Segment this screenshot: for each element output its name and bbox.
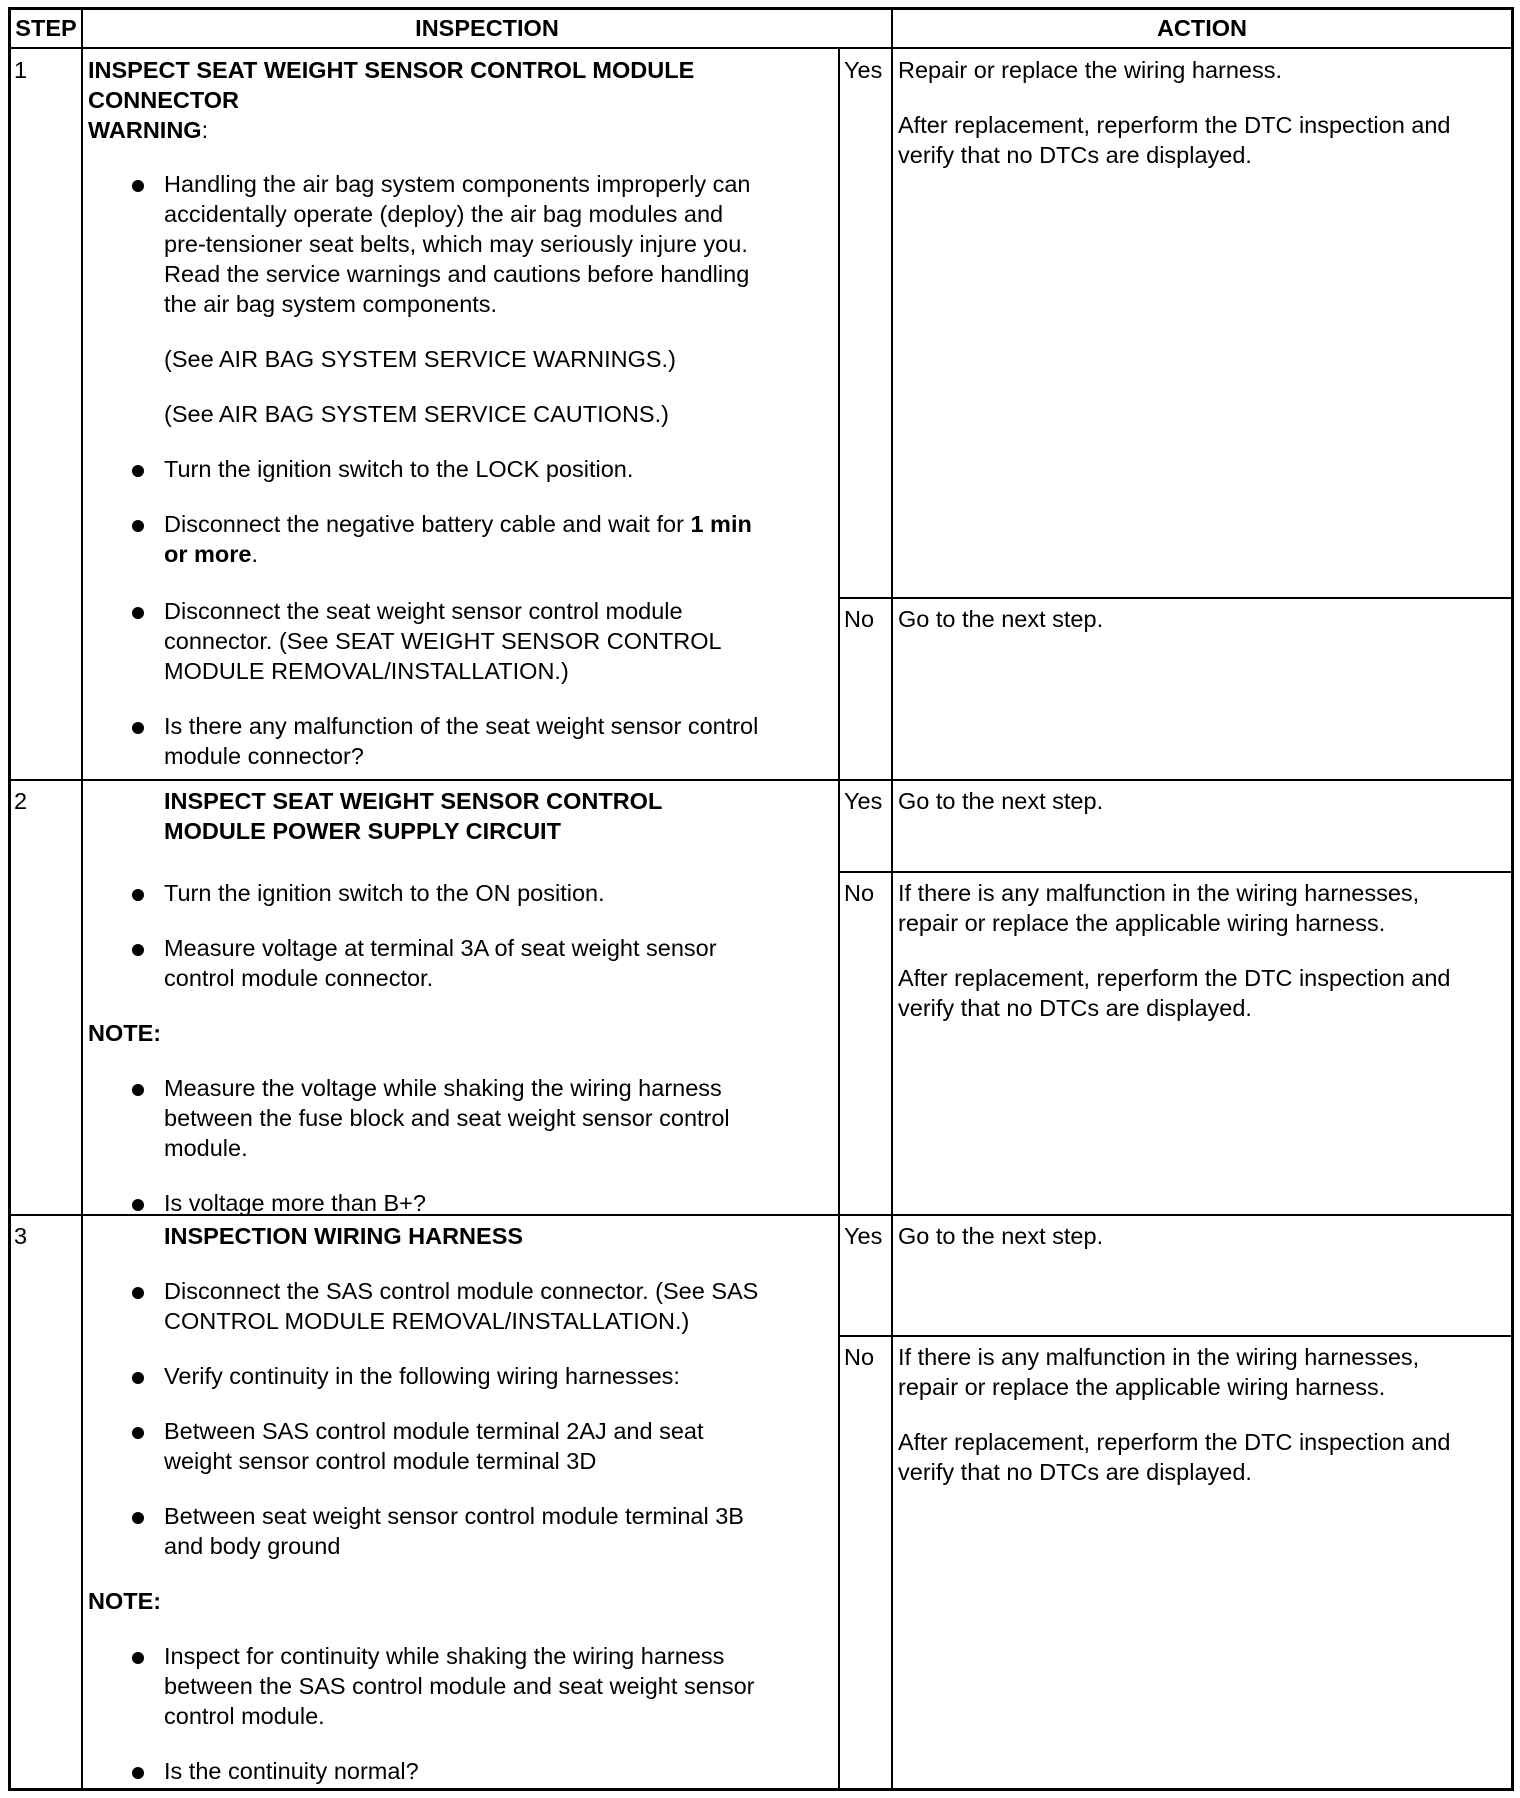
table-border-right (1511, 7, 1514, 1791)
bullet-icon (132, 1427, 144, 1439)
header-step: STEP (15, 15, 77, 41)
yes-label: Yes (844, 788, 883, 814)
bullet-text: pre-tensioner seat belts, which may seriously injure you. (164, 231, 748, 257)
action-text: repair or replace the applicable wiring harness. (898, 1374, 1386, 1400)
action-text: verify that no DTCs are displayed. (898, 995, 1252, 1021)
bullet-text: connector. (See SEAT WEIGHT SENSOR CONTROL (164, 628, 722, 654)
step-title: INSPECTION WIRING HARNESS (164, 1223, 524, 1249)
bullet-text: the air bag system components. (164, 291, 498, 317)
bullet-text: and body ground (164, 1533, 341, 1559)
col-divider-step (81, 7, 83, 1791)
bullet-text: Turn the ignition switch to the LOCK position. (164, 456, 634, 482)
bullet-text: weight sensor control module terminal 3D (164, 1448, 597, 1474)
bullet-text: Disconnect the negative battery cable and wait for 1 min (164, 511, 752, 537)
action-text: If there is any malfunction in the wiring harnesses, (898, 880, 1420, 906)
no-label: No (844, 1344, 875, 1370)
bullet-icon (132, 1372, 144, 1384)
bullet-icon (132, 465, 144, 477)
action-text: After replacement, reperform the DTC inspection and (898, 112, 1451, 138)
action-text: verify that no DTCs are displayed. (898, 1459, 1252, 1485)
action-text: After replacement, reperform the DTC inspection and (898, 1429, 1451, 1455)
no-label: No (844, 606, 875, 632)
table-border-top (8, 7, 1514, 10)
bullet-text: Handling the air bag system components improperly can (164, 171, 751, 197)
bullet-text: accidentally operate (deploy) the air bag modules and (164, 201, 724, 227)
action-text: Go to the next step. (898, 606, 1104, 632)
action-text: verify that no DTCs are displayed. (898, 142, 1252, 168)
step-number: 1 (14, 57, 28, 83)
bullet-text: module. (164, 1135, 248, 1161)
table-border-left (8, 7, 11, 1791)
action-text: repair or replace the applicable wiring harness. (898, 910, 1386, 936)
action-text: After replacement, reperform the DTC inspection and (898, 965, 1451, 991)
col-divider-yesno (838, 47, 840, 1791)
row-divider-1 (8, 779, 1514, 781)
step-number: 3 (14, 1223, 28, 1249)
bullet-text: Between SAS control module terminal 2AJ and seat (164, 1418, 704, 1444)
header-action: ACTION (1156, 15, 1248, 41)
bullet-icon (132, 1512, 144, 1524)
note-label: NOTE: (88, 1588, 162, 1614)
bullet-text: MODULE REMOVAL/INSTALLATION.) (164, 658, 569, 684)
yesno-divider-3 (838, 1335, 1514, 1337)
col-divider-action (891, 7, 893, 1791)
bullet-icon (132, 180, 144, 192)
bullet-icon (132, 1652, 144, 1664)
bullet-text: between the SAS control module and seat weight sensor (164, 1673, 755, 1699)
yesno-divider-2 (838, 871, 1514, 873)
bullet-icon (132, 722, 144, 734)
bullet-icon (132, 1767, 144, 1779)
action-text: Go to the next step. (898, 1223, 1104, 1249)
step-title: INSPECT SEAT WEIGHT SENSOR CONTROL MODULE (88, 57, 695, 83)
bullet-text: Is the continuity normal? (164, 1758, 419, 1784)
action-text: If there is any malfunction in the wiring harnesses, (898, 1344, 1420, 1370)
no-label: No (844, 880, 875, 906)
bullet-text: Is voltage more than B+? (164, 1190, 426, 1216)
see-reference: (See AIR BAG SYSTEM SERVICE CAUTIONS.) (164, 401, 669, 427)
yes-label: Yes (844, 57, 883, 83)
bullet-text: Inspect for continuity while shaking the wiring harness (164, 1643, 725, 1669)
bullet-text: Read the service warnings and cautions before handling (164, 261, 750, 287)
yesno-divider-1 (838, 597, 1514, 599)
bullet-text: between the fuse block and seat weight sensor control (164, 1105, 730, 1131)
warning-label: WARNING: (88, 117, 209, 143)
inspection-table (8, 7, 1514, 1791)
bullet-icon (132, 889, 144, 901)
bullet-icon (132, 944, 144, 956)
yes-label: Yes (844, 1223, 883, 1249)
action-text: Repair or replace the wiring harness. (898, 57, 1283, 83)
step-title: MODULE POWER SUPPLY CIRCUIT (164, 818, 561, 844)
step-title: INSPECT SEAT WEIGHT SENSOR CONTROL (164, 788, 663, 814)
note-label: NOTE: (88, 1020, 162, 1046)
header-inspection: INSPECTION (415, 15, 559, 41)
bullet-text: or more. (164, 541, 259, 567)
bullet-text: CONTROL MODULE REMOVAL/INSTALLATION.) (164, 1308, 690, 1334)
bullet-text: control module connector. (164, 965, 434, 991)
bullet-text: Is there any malfunction of the seat weight sensor control (164, 713, 759, 739)
action-text: Go to the next step. (898, 788, 1104, 814)
bullet-icon (132, 1199, 144, 1211)
bullet-text: Turn the ignition switch to the ON position. (164, 880, 605, 906)
bullet-icon (132, 520, 144, 532)
header-divider (8, 47, 1514, 49)
see-reference: (See AIR BAG SYSTEM SERVICE WARNINGS.) (164, 346, 676, 372)
table-border-bottom (8, 1788, 1514, 1791)
bullet-text: control module. (164, 1703, 325, 1729)
bullet-text: module connector? (164, 743, 364, 769)
bullet-text: Measure voltage at terminal 3A of seat weight sensor (164, 935, 717, 961)
bullet-text: Disconnect the SAS control module connector. (See SAS (164, 1278, 759, 1304)
bullet-text: Verify continuity in the following wiring harnesses: (164, 1363, 680, 1389)
bullet-text: Disconnect the seat weight sensor control module (164, 598, 683, 624)
bullet-text: Measure the voltage while shaking the wiring harness (164, 1075, 722, 1101)
step-number: 2 (14, 788, 28, 814)
bullet-icon (132, 607, 144, 619)
step-title: CONNECTOR (88, 87, 240, 113)
bullet-icon (132, 1287, 144, 1299)
bullet-icon (132, 1084, 144, 1096)
bullet-text: Between seat weight sensor control module terminal 3B (164, 1503, 744, 1529)
